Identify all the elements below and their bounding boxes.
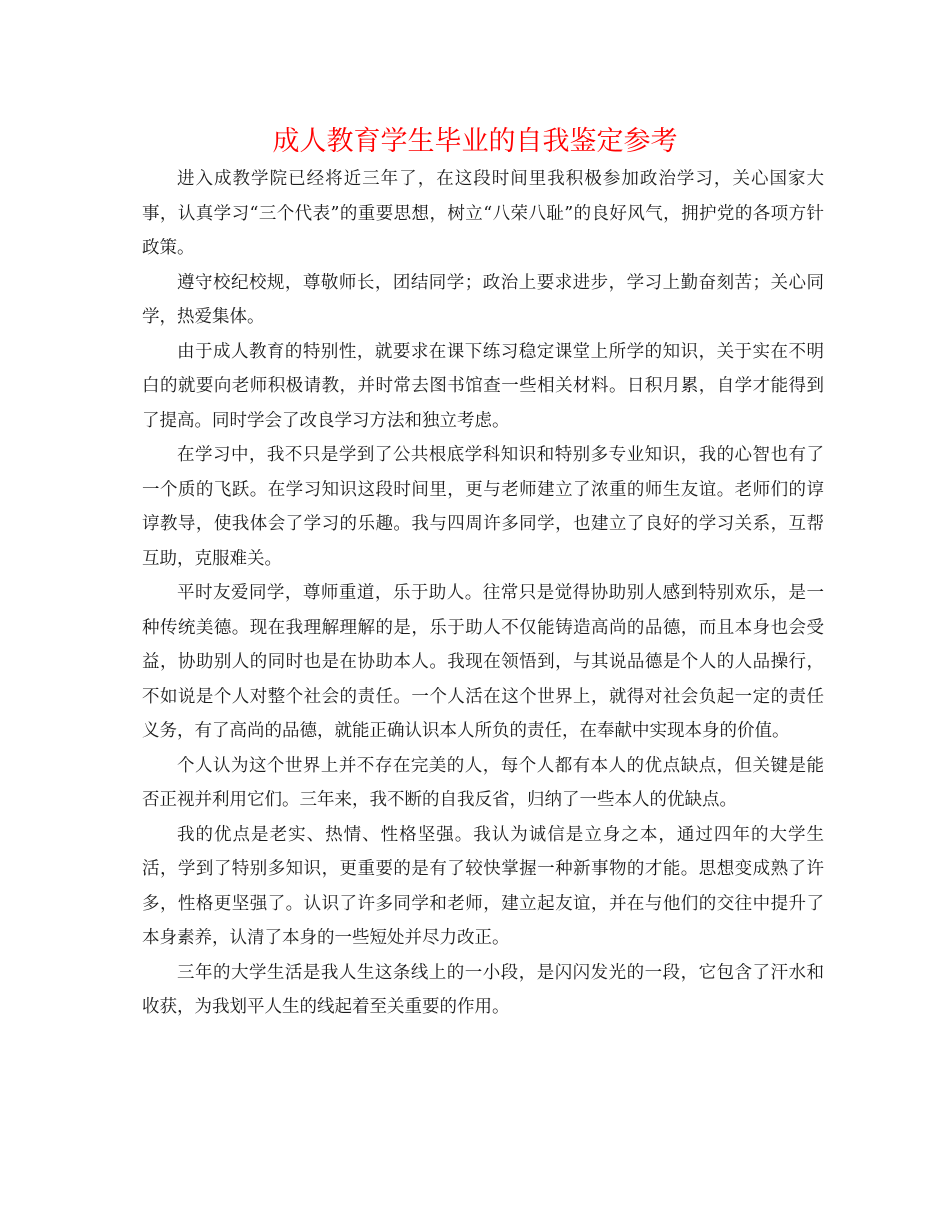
paragraph-1: 进入成教学院已经将近三年了，在这段时间里我积极参加政治学习，关心国家大事，认真学习“三个代表”的重要思想，树立“八荣八耻”的良好风气，拥护党的各项方针政策。 [142, 169, 824, 258]
paragraph-2: 遵守校纪校规，尊敬师长，团结同学；政治上要求进步，学习上勤奋刻苦；关心同学，热爱集体。 [142, 272, 824, 327]
paragraph-5: 平时友爱同学，尊师重道，乐于助人。往常只是觉得协助别人感到特别欢乐，是一种传统美德。现在我理解理解的是，乐于助人不仅能铸造高尚的品德，而且本身也会受益，协助别人的同时也是在协助本人。我现在领悟到，与其说品德是个人的人品操行，不如说是个人对整个社会的责任。一个人活在这个世界上，就得对社会负起一定的责任义务，有了高尚的品德，就能正确认识本人所负的责任，在奉献中实现本身的价值。 [142, 583, 824, 741]
document-title: 成人教育学生毕业的自我鉴定参考 [272, 126, 678, 157]
paragraph-8: 三年的大学生活是我人生这条线上的一小段，是闪闪发光的一段，它包含了汗水和收获，为我划平人生的线起着至关重要的作用。 [142, 962, 824, 1017]
document-body [142, 162, 824, 1025]
paragraph-7: 我的优点是老实、热情、性格坚强。我认为诚信是立身之本，通过四年的大学生活，学到了特别多知识，更重要的是有了较快掌握一种新事物的才能。思想变成熟了许多，性格更坚强了。认识了许多同学和老师，建立起友谊，并在与他们的交往中提升了本身素养，认清了本身的一些短处并尽力改正。 [142, 824, 824, 948]
paragraph-6: 个人认为这个世界上并不存在完美的人，每个人都有本人的优点缺点，但关键是能否正视并利用它们。三年来，我不断的自我反省，归纳了一些本人的优缺点。 [142, 755, 824, 810]
paragraph-4: 在学习中，我不只是学到了公共根底学科知识和特别多专业知识，我的心智也有了一个质的飞跃。在学习知识这段时间里，更与老师建立了浓重的师生友谊。老师们的谆谆教导，使我体会了学习的乐趣。我与四周许多同学，也建立了良好的学习关系，互帮互助，克服难关。 [142, 445, 824, 569]
paragraph-3: 由于成人教育的特别性，就要求在课下练习稳定课堂上所学的知识，关于实在不明白的就要向老师积极请教，并时常去图书馆查一些相关材料。日积月累，自学才能得到了提高。同时学会了改良学习方法和独立考虑。 [142, 341, 824, 431]
